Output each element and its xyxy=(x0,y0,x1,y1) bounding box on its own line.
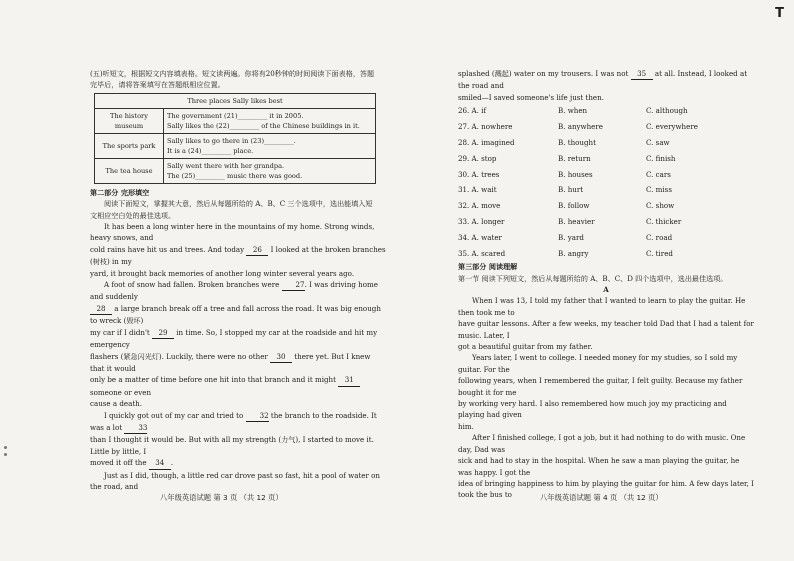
passage-text: than I thought it would be. But with all my strength (力气), I started to move it. Little by little, I xyxy=(90,435,374,456)
option-a: 31. A. wait xyxy=(458,185,497,195)
passage-line xyxy=(90,279,386,303)
blank-number: 28 xyxy=(90,303,112,315)
section-heading: 第三部分 阅读理解 xyxy=(458,262,518,272)
option-row xyxy=(458,151,754,167)
option-row xyxy=(458,166,754,182)
passage-text: moved it off the xyxy=(90,458,149,468)
passage-text: a large branch break off a tree and fall across the road. It was big enough to wreck (毁坏) xyxy=(90,303,381,326)
option-c: C. tired xyxy=(646,248,673,258)
reading-passage xyxy=(458,295,754,500)
passage-text: Just as I did, though, a little red car drove past so fast, hit a pool of water on the road, and xyxy=(90,470,380,491)
passage-line xyxy=(90,244,386,268)
passage-text: . I was driving home and suddenly xyxy=(90,280,378,302)
cloze-passage-continued xyxy=(458,68,754,103)
option-c: C. finish xyxy=(646,153,676,163)
table-place: The tea house xyxy=(95,158,164,183)
option-a: 32. A. move xyxy=(458,201,501,211)
passage-line xyxy=(90,327,386,351)
passage-text: A foot of snow had fallen. Broken branches were xyxy=(104,280,282,290)
passage-line xyxy=(90,303,386,327)
passage-line xyxy=(90,410,386,435)
table-line: Sally likes to go there in (23)_________. xyxy=(167,136,296,145)
passage-text: cause a death. xyxy=(90,399,142,409)
blank-number: 32 xyxy=(246,410,269,422)
passage-text: at all. Instead, I looked at the road and xyxy=(458,69,748,91)
passage-line xyxy=(90,398,386,409)
passage-line xyxy=(90,434,386,457)
table-line: It is a (24)_________ place. xyxy=(167,146,254,155)
reading-instruction: 第一节 阅读下列短文，然后从每题所给的 A、B、C、D 四个选项中，选出最佳选项。 xyxy=(458,273,728,283)
cloze-instruction: 阅读下面短文，掌握其大意，然后从每题所给的 A、B、C 三个选项中，选出能填入短 xyxy=(104,199,373,209)
blank-number: 29 xyxy=(152,327,174,339)
option-b: B. thought xyxy=(558,138,596,147)
table-cell xyxy=(164,158,376,183)
passage-line xyxy=(90,470,386,493)
passage-text: I quickly got out of my car and tried to xyxy=(104,410,246,420)
passage-line: got a beautiful guitar from my father. xyxy=(458,342,593,352)
passage-text: in time. So, I stopped my car at the roadside and hit my emergency xyxy=(90,327,378,350)
blank-number: 30 xyxy=(270,351,292,363)
left-page xyxy=(90,68,386,492)
option-a: 28. A. imagined xyxy=(458,138,515,147)
blank-number: 33 xyxy=(124,422,147,434)
passage-line: Years later, I went to college. I needed money for my studies, so I sold my guitar. For the xyxy=(458,353,738,374)
option-a: 34. A. water xyxy=(458,232,502,242)
option-b: B. when xyxy=(558,106,588,116)
option-c: C. everywhere xyxy=(646,122,698,132)
passage-text: only be a matter of time before one hit into that branch and it might xyxy=(90,375,339,385)
table-line: Sally went there with her grandpa. xyxy=(167,161,285,170)
passage-line: After I finished college, I got a job, but it had nothing to do with music. One day, Dad was xyxy=(458,433,746,454)
listening-table xyxy=(94,93,376,184)
table-line: The (25)_________ music there was good. xyxy=(167,171,303,180)
table-cell xyxy=(164,108,376,133)
option-a: 30. A. trees xyxy=(458,169,500,179)
passage-line: following years, when I remembered the guitar, I felt guilty. Because my father bought it for me xyxy=(458,376,743,397)
option-row xyxy=(458,214,754,230)
blank-number: 26 xyxy=(246,244,268,256)
option-row xyxy=(458,198,754,214)
option-c: C. miss xyxy=(646,185,672,195)
passage-text: my car if I didn't xyxy=(90,327,153,337)
cloze-instruction: 文相应空白处的最佳选项。 xyxy=(90,210,176,220)
passage-line xyxy=(458,68,754,92)
option-row xyxy=(458,182,754,198)
option-b: B. houses xyxy=(558,169,593,179)
option-b: B. return xyxy=(558,153,591,163)
page-footer: 八年级英语试题 第 3 页 （共 12 页） xyxy=(160,493,283,502)
option-row xyxy=(458,245,754,261)
option-c: C. road xyxy=(646,232,673,242)
passage-line: When I was 13, I told my father that I wanted to learn to play the guitar. He then took me to xyxy=(458,296,746,317)
cloze-options xyxy=(458,103,754,261)
option-b: B. follow xyxy=(558,201,590,211)
blank-number: 27 xyxy=(282,279,305,291)
option-c: C. saw xyxy=(646,138,670,147)
option-b: B. angry xyxy=(558,248,589,258)
option-c: C. cars xyxy=(646,169,671,179)
option-a: 27. A. nowhere xyxy=(458,122,513,132)
table-cell xyxy=(164,133,376,158)
option-a: 26. A. if xyxy=(458,106,487,116)
blank-number: 31 xyxy=(338,374,360,386)
passage-line xyxy=(90,457,386,469)
passage-text: . xyxy=(170,458,174,468)
cloze-passage xyxy=(90,221,386,492)
passage-text: yard, it brought back memories of another long winter several years ago. xyxy=(90,268,355,278)
option-c: C. although xyxy=(646,106,688,116)
scan-speck xyxy=(4,453,7,456)
passage-letter: A xyxy=(603,285,609,294)
passage-text: the branch to the roadside. It was a lot xyxy=(90,410,377,432)
passage-line xyxy=(90,374,386,398)
table-caption: Three places Sally likes best xyxy=(95,93,376,108)
passage-line: him. xyxy=(458,421,474,431)
table-line: The government (21)_________ it in 2005. xyxy=(167,111,304,120)
option-row xyxy=(458,135,754,151)
blank-number: 34 xyxy=(149,457,171,469)
option-c: C. show xyxy=(646,201,675,211)
option-b: B. yard xyxy=(558,232,584,242)
passage-line: idea of bringing happiness to him by playing the guitar for him. A few days later, I took the bus to xyxy=(458,478,754,500)
listening-instruction: (五)听短文，根据短文内容填表格。短文读两遍。你将有20秒钟的时间阅读下面表格，答题 xyxy=(90,69,375,78)
option-c: C. thicker xyxy=(646,216,682,226)
passage-text: there yet. But I knew that it would xyxy=(90,351,371,373)
table-place: The sports park xyxy=(95,133,164,158)
passage-text: smiled—I saved someone's life just then. xyxy=(458,92,604,102)
passage-text: flashers (紧急闪光灯). Luckily, there were no other xyxy=(90,351,271,361)
page-footer: 八年级英语试题 第 4 页 （共 12 页） xyxy=(540,493,663,502)
passage-line xyxy=(458,92,754,103)
passage-text: someone or even xyxy=(90,387,152,397)
section-heading: 第二部分 完形填空 xyxy=(90,187,150,197)
passage-text: It has been a long winter here in the mountains of my home. Strong winds, heavy snows, and xyxy=(90,222,375,243)
option-row xyxy=(458,230,754,246)
scan-speck xyxy=(4,446,7,449)
option-a: 29. A. stop xyxy=(458,153,497,163)
passage-line xyxy=(90,268,386,279)
passage-line: by working very hard. I also remembered how much joy my practicing and playing had given xyxy=(458,399,727,420)
table-line: Sally likes the (22)_________ of the Chinese buildings in it. xyxy=(167,121,360,130)
listening-instruction: 完毕后，请将答案填写在答题纸相应位置。 xyxy=(90,80,225,90)
passage-line: have guitar lessons. After a few weeks, my teacher told Dad that I had a talent for music. Later, I xyxy=(458,319,754,340)
blank-number: 35 xyxy=(631,68,653,80)
option-row xyxy=(458,119,754,135)
option-b: B. anywhere xyxy=(558,122,603,132)
table-place: The history museum xyxy=(95,108,164,133)
passage-line xyxy=(90,221,386,244)
option-b: B. heavier xyxy=(558,216,595,226)
corner-mark: T xyxy=(775,6,784,21)
option-b: B. hurt xyxy=(558,185,584,195)
passage-text: cold rains have hit us and trees. And today xyxy=(90,244,247,254)
passage-text: splashed (溅起) water on my trousers. I was not xyxy=(458,69,631,78)
option-row xyxy=(458,103,754,119)
right-page xyxy=(458,68,754,501)
passage-line: sick and had to stay in the hospital. When he saw a man playing the guitar, he was happy. I got the xyxy=(458,456,740,477)
option-a: 35. A. scared xyxy=(458,248,506,258)
passage-line xyxy=(90,351,386,375)
passage-text: I looked at the broken branches (树枝) in my xyxy=(90,244,386,267)
option-a: 33. A. longer xyxy=(458,216,505,226)
